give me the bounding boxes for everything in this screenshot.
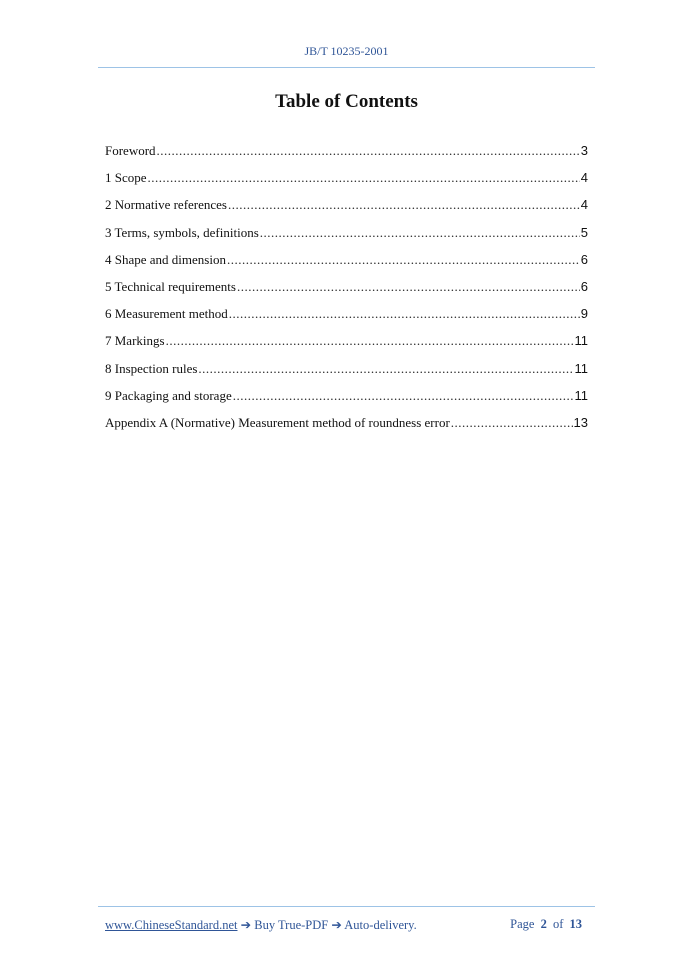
toc-entry-title: Appendix A (Normative) Measurement method of roundness error [105, 414, 450, 430]
toc-dot-leader [227, 252, 580, 268]
toc-entry-page: 6 [580, 278, 588, 294]
toc-dot-leader [451, 415, 573, 431]
header-divider [98, 67, 595, 68]
buy-pdf-text: Buy True-PDF [254, 918, 329, 932]
toc-entry-page: 13 [573, 414, 588, 430]
toc-entry-title: 3 Terms, symbols, definitions [105, 224, 259, 240]
toc-entry-page: 9 [580, 306, 588, 322]
toc-dot-leader [237, 279, 580, 295]
document-header [0, 44, 693, 59]
auto-delivery-text: Auto-delivery. [344, 918, 417, 932]
arrow-right-icon: ➔ [240, 918, 252, 932]
toc-entry[interactable] [105, 415, 588, 442]
toc-entry-page: 11 [574, 333, 588, 349]
arrow-right-icon: ➔ [331, 918, 342, 932]
toc-entry-title: 8 Inspection rules [105, 360, 198, 376]
toc-entry-title: 7 Markings [105, 333, 165, 349]
table-of-contents [105, 143, 588, 442]
site-link[interactable]: www.ChineseStandard.net [105, 918, 238, 932]
footer-divider [98, 906, 595, 907]
toc-entry-title: 4 Shape and dimension [105, 251, 226, 267]
toc-entry-title: Foreword [105, 143, 156, 158]
toc-entry-page: 5 [580, 224, 588, 240]
toc-entry-title: 2 Normative references [105, 197, 227, 213]
footer-promo [105, 917, 417, 933]
toc-entry[interactable] [105, 279, 588, 306]
toc-dot-leader [260, 225, 580, 241]
toc-entry[interactable] [105, 143, 588, 170]
toc-entry-page: 4 [580, 197, 588, 213]
toc-dot-leader [148, 170, 580, 186]
toc-entry[interactable] [105, 333, 588, 360]
toc-entry-page: 6 [580, 251, 588, 267]
toc-entry[interactable] [105, 225, 588, 252]
toc-dot-leader [157, 143, 580, 159]
toc-entry[interactable] [105, 197, 588, 224]
standard-code: JB/T 10235-2001 [304, 44, 389, 58]
toc-entry[interactable] [105, 252, 588, 279]
toc-entry-title: 6 Measurement method [105, 306, 228, 322]
toc-dot-leader [228, 197, 580, 213]
page-number [510, 917, 585, 932]
toc-entry[interactable] [105, 170, 588, 197]
toc-dot-leader [233, 388, 574, 404]
toc-entry-page: 4 [580, 170, 588, 186]
toc-dot-leader [229, 306, 580, 322]
toc-entry[interactable] [105, 361, 588, 388]
toc-entry-page: 3 [580, 143, 588, 158]
toc-entry-title: 1 Scope [105, 170, 147, 186]
toc-dot-leader [166, 333, 574, 349]
toc-entry[interactable] [105, 306, 588, 333]
current-page: 2 [540, 917, 547, 931]
page-of-label: of [552, 917, 564, 931]
toc-entry-title: 5 Technical requirements [105, 278, 236, 294]
toc-entry-title: 9 Packaging and storage [105, 387, 232, 403]
toc-dot-leader [198, 361, 573, 377]
page-label: Page [510, 917, 535, 931]
total-pages: 13 [569, 917, 582, 931]
toc-entry-page: 11 [574, 387, 588, 403]
page-title: Table of Contents [275, 91, 418, 112]
toc-entry[interactable] [105, 388, 588, 415]
toc-entry-page: 11 [574, 360, 588, 376]
